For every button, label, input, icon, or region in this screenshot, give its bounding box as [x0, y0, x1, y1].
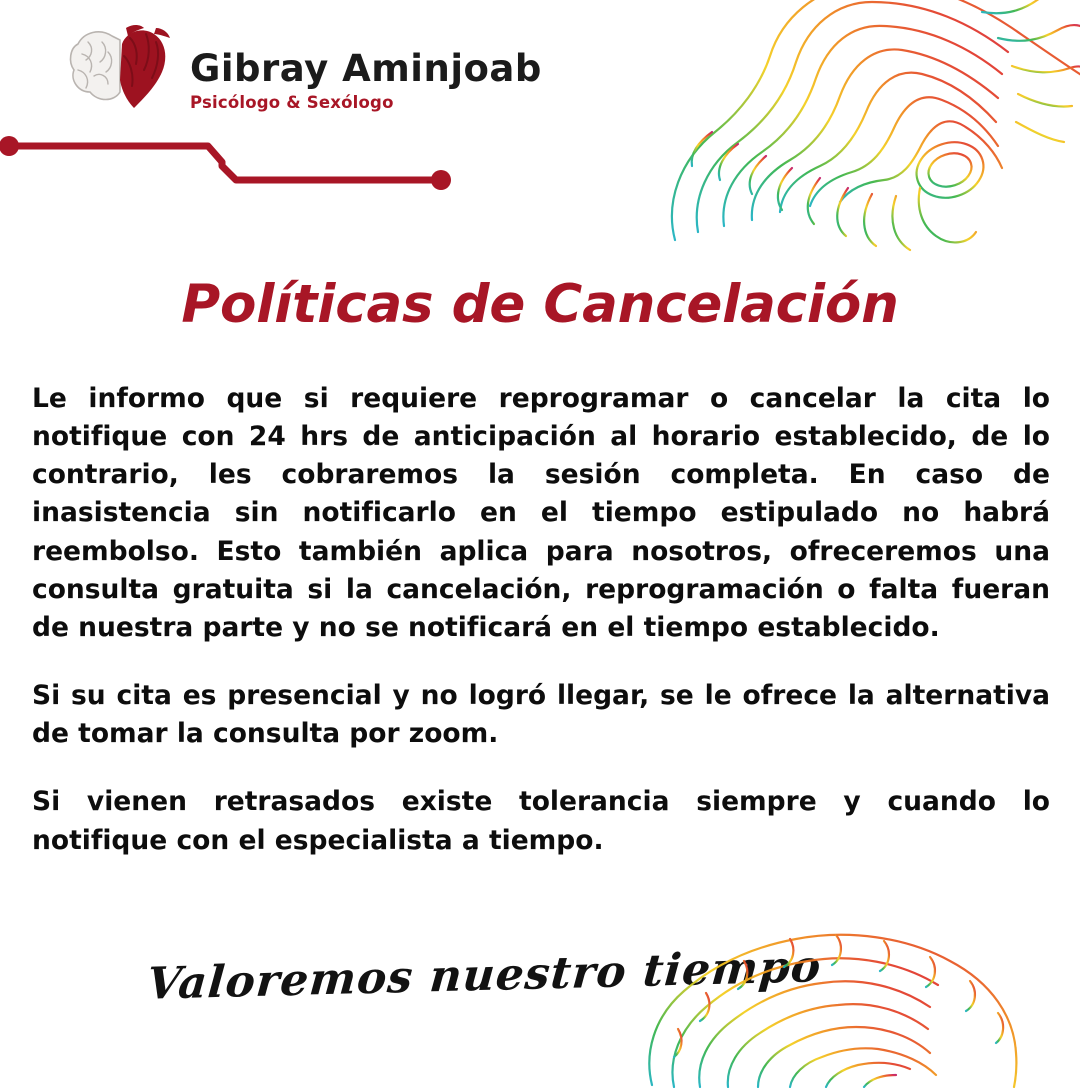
brand-logo	[68, 22, 542, 118]
rainbow-brain-outline-icon	[640, 913, 1020, 1088]
circuit-line-icon	[0, 128, 470, 190]
rainbow-brain-outline-icon	[620, 0, 1080, 272]
brand-subtitle: Psicólogo & Sexólogo	[190, 92, 394, 112]
policy-body	[32, 380, 1050, 860]
brand-name: Gibray Aminjoab	[190, 47, 542, 91]
policy-paragraph-3: Si vienen retrasados existe tolerancia siempre y cuando lo notifique con el especialista a tiempo.	[32, 786, 1050, 856]
closing-tagline: Valoremos nuestro tiempo	[145, 941, 824, 1010]
policy-paragraph-2: Si su cita es presencial y no logró llegar, se le ofrece la alternativa de tomar la consulta por zoom.	[32, 680, 1050, 750]
brain-heart-icon	[68, 22, 176, 118]
policy-paragraph-1: Le informo que si requiere reprogramar o cancelar la cita lo notifique con 24 hrs de anticipación al horario establecido, de lo contrario, les cobraremos la sesión completa. En caso de inasistencia sin notificarlo en el tiempo estipulado no habrá reembolso. Esto también aplica para nosotros, ofreceremos una consulta gratuita si la cancelación, reprogramación o falta fueran de nuestra parte y no se notificará en el tiempo establecido.	[32, 383, 1050, 643]
page-title: Políticas de Cancelación	[181, 273, 899, 335]
